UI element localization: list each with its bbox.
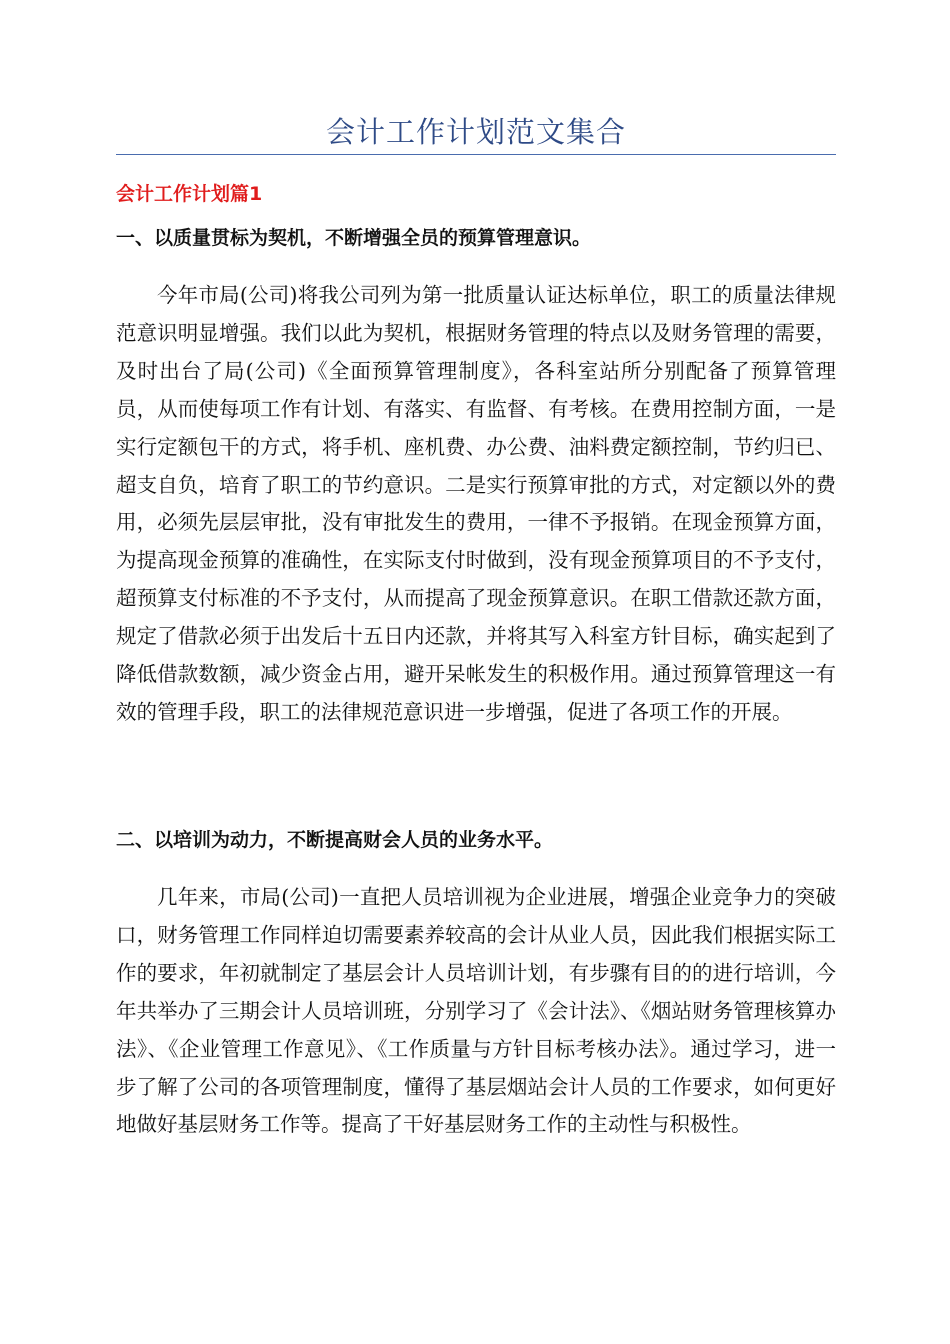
article-heading: 会计工作计划篇1: [116, 183, 263, 205]
section-heading-2: 二、以培训为动力，不断提高财会人员的业务水平。: [116, 829, 554, 851]
title-divider: [116, 154, 836, 155]
section-heading-1: 一、以质量贯标为契机，不断增强全员的预算管理意识。: [116, 227, 592, 249]
section-paragraph-1: 今年市局(公司)将我公司列为第一批质量认证达标单位，职工的质量法律规范意识明显增强。我们以此为契机，根据财务管理的特点以及财务管理的需要，及时出台了局(公司)《全面预算管理制度》，各科室站所分别配备了预算管理员，从而使每项工作有计划、有落实、有监督、有考核。在费用控制方面，一是实行定额包干的方式，将手机、座机费、办公费、油料费定额控制，节约归已、超支自负，培育了职工的节约意识。二是实行预算审批的方式，对定额以外的费用，必须先层层审批，没有审批发生的费用，一律不予报销。在现金预算方面，为提高现金预算的准确性，在实际支付时做到，没有现金预算项目的不予支付，超预算支付标准的不予支付，从而提高了现金预算意识。在职工借款还款方面，规定了借款必须于出发后十五日内还款，并将其写入科室方针目标，确实起到了降低借款数额，减少资金占用，避开呆帐发生的积极作用。通过预算管理这一有效的管理手段，职工的法律规范意识进一步增强，促进了各项工作的开展。: [116, 283, 836, 724]
document-title: 会计工作计划范文集合: [325, 115, 626, 149]
section-paragraph-2: 几年来，市局(公司)一直把人员培训视为企业进展，增强企业竞争力的突破口，财务管理工作同样迫切需要素养较高的会计从业人员，因此我们根据实际工作的要求，年初就制定了基层会计人员培训计划，有步骤有目的的进行培训，今年共举办了三期会计人员培训班，分别学习了《会计法》、《烟站财务管理核算办法》、《企业管理工作意见》、《工作质量与方针目标考核办法》。通过学习，进一步了解了公司的各项管理制度，懂得了基层烟站会计人员的工作要求，如何更好地做好基层财务工作等。提高了干好基层财务工作的主动性与积极性。: [116, 885, 836, 1137]
